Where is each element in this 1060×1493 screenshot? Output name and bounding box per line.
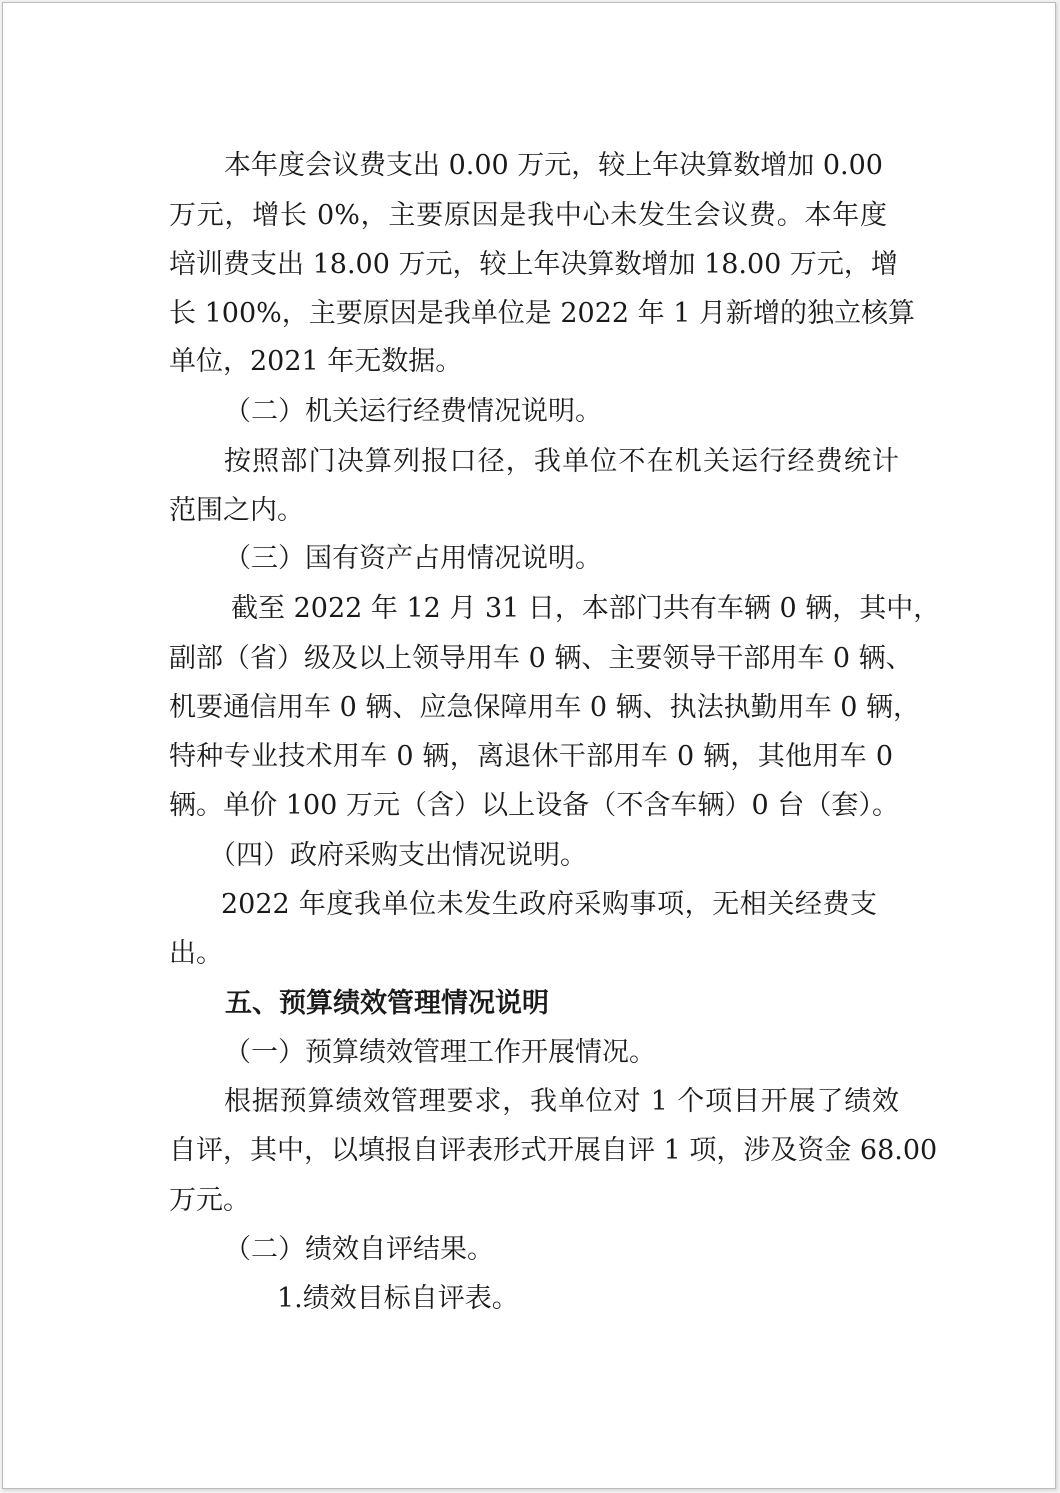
text-line: 出。 <box>169 938 223 969</box>
text-line: 副部（省）级及以上领导用车 0 辆、主要领导干部用车 0 辆、 <box>169 643 913 674</box>
text-line: 按照部门决算列报口径，我单位不在机关运行经费统计 <box>224 446 899 477</box>
text-line: 万元，增长 0%，主要原因是我中心未发生会议费。本年度 <box>169 200 887 231</box>
text-line: 培训费支出 18.00 万元，较上年决算数增加 18.00 万元，增 <box>169 249 898 280</box>
text-line: 自评，其中，以填报自评表形式开展自评 1 项，涉及资金 68.00 <box>169 1135 938 1166</box>
document-page <box>2 2 1056 1489</box>
section-heading: （一）预算绩效管理工作开展情况。 <box>224 1037 656 1068</box>
text-line: 范围之内。 <box>169 495 304 526</box>
section-heading: （二）绩效自评结果。 <box>224 1234 494 1265</box>
section-heading: （三）国有资产占用情况说明。 <box>224 543 602 574</box>
section-heading: （四）政府采购支出情况说明。 <box>209 840 587 871</box>
text-line: 2022 年度我单位未发生政府采购事项，无相关经费支 <box>221 889 877 920</box>
text-line: 辆。单价 100 万元（含）以上设备（不含车辆）0 台（套）。 <box>169 790 899 821</box>
text-line: 单位，2021 年无数据。 <box>169 346 463 377</box>
text-line: 长 100%，主要原因是我单位是 2022 年 1 月新增的独立核算 <box>169 298 915 329</box>
text-line: 万元。 <box>169 1185 250 1216</box>
section-heading: （二）机关运行经费情况说明。 <box>224 396 602 427</box>
text-line: 根据预算绩效管理要求，我单位对 1 个项目开展了绩效 <box>224 1086 899 1117</box>
text-line: 特种专业技术用车 0 辆，离退休干部用车 0 辆，其他用车 0 <box>169 741 893 772</box>
subsection-heading: 1.绩效目标自评表。 <box>277 1283 519 1314</box>
text-line: 截至 2022 年 12 月 31 日，本部门共有车辆 0 辆，其中， <box>231 593 941 624</box>
text-line: 本年度会议费支出 0.00 万元，较上年决算数增加 0.00 <box>224 150 883 181</box>
text-line: 机要通信用车 0 辆、应急保障用车 0 辆、执法执勤用车 0 辆， <box>169 692 921 723</box>
chapter-heading: 五、预算绩效管理情况说明 <box>225 988 549 1019</box>
